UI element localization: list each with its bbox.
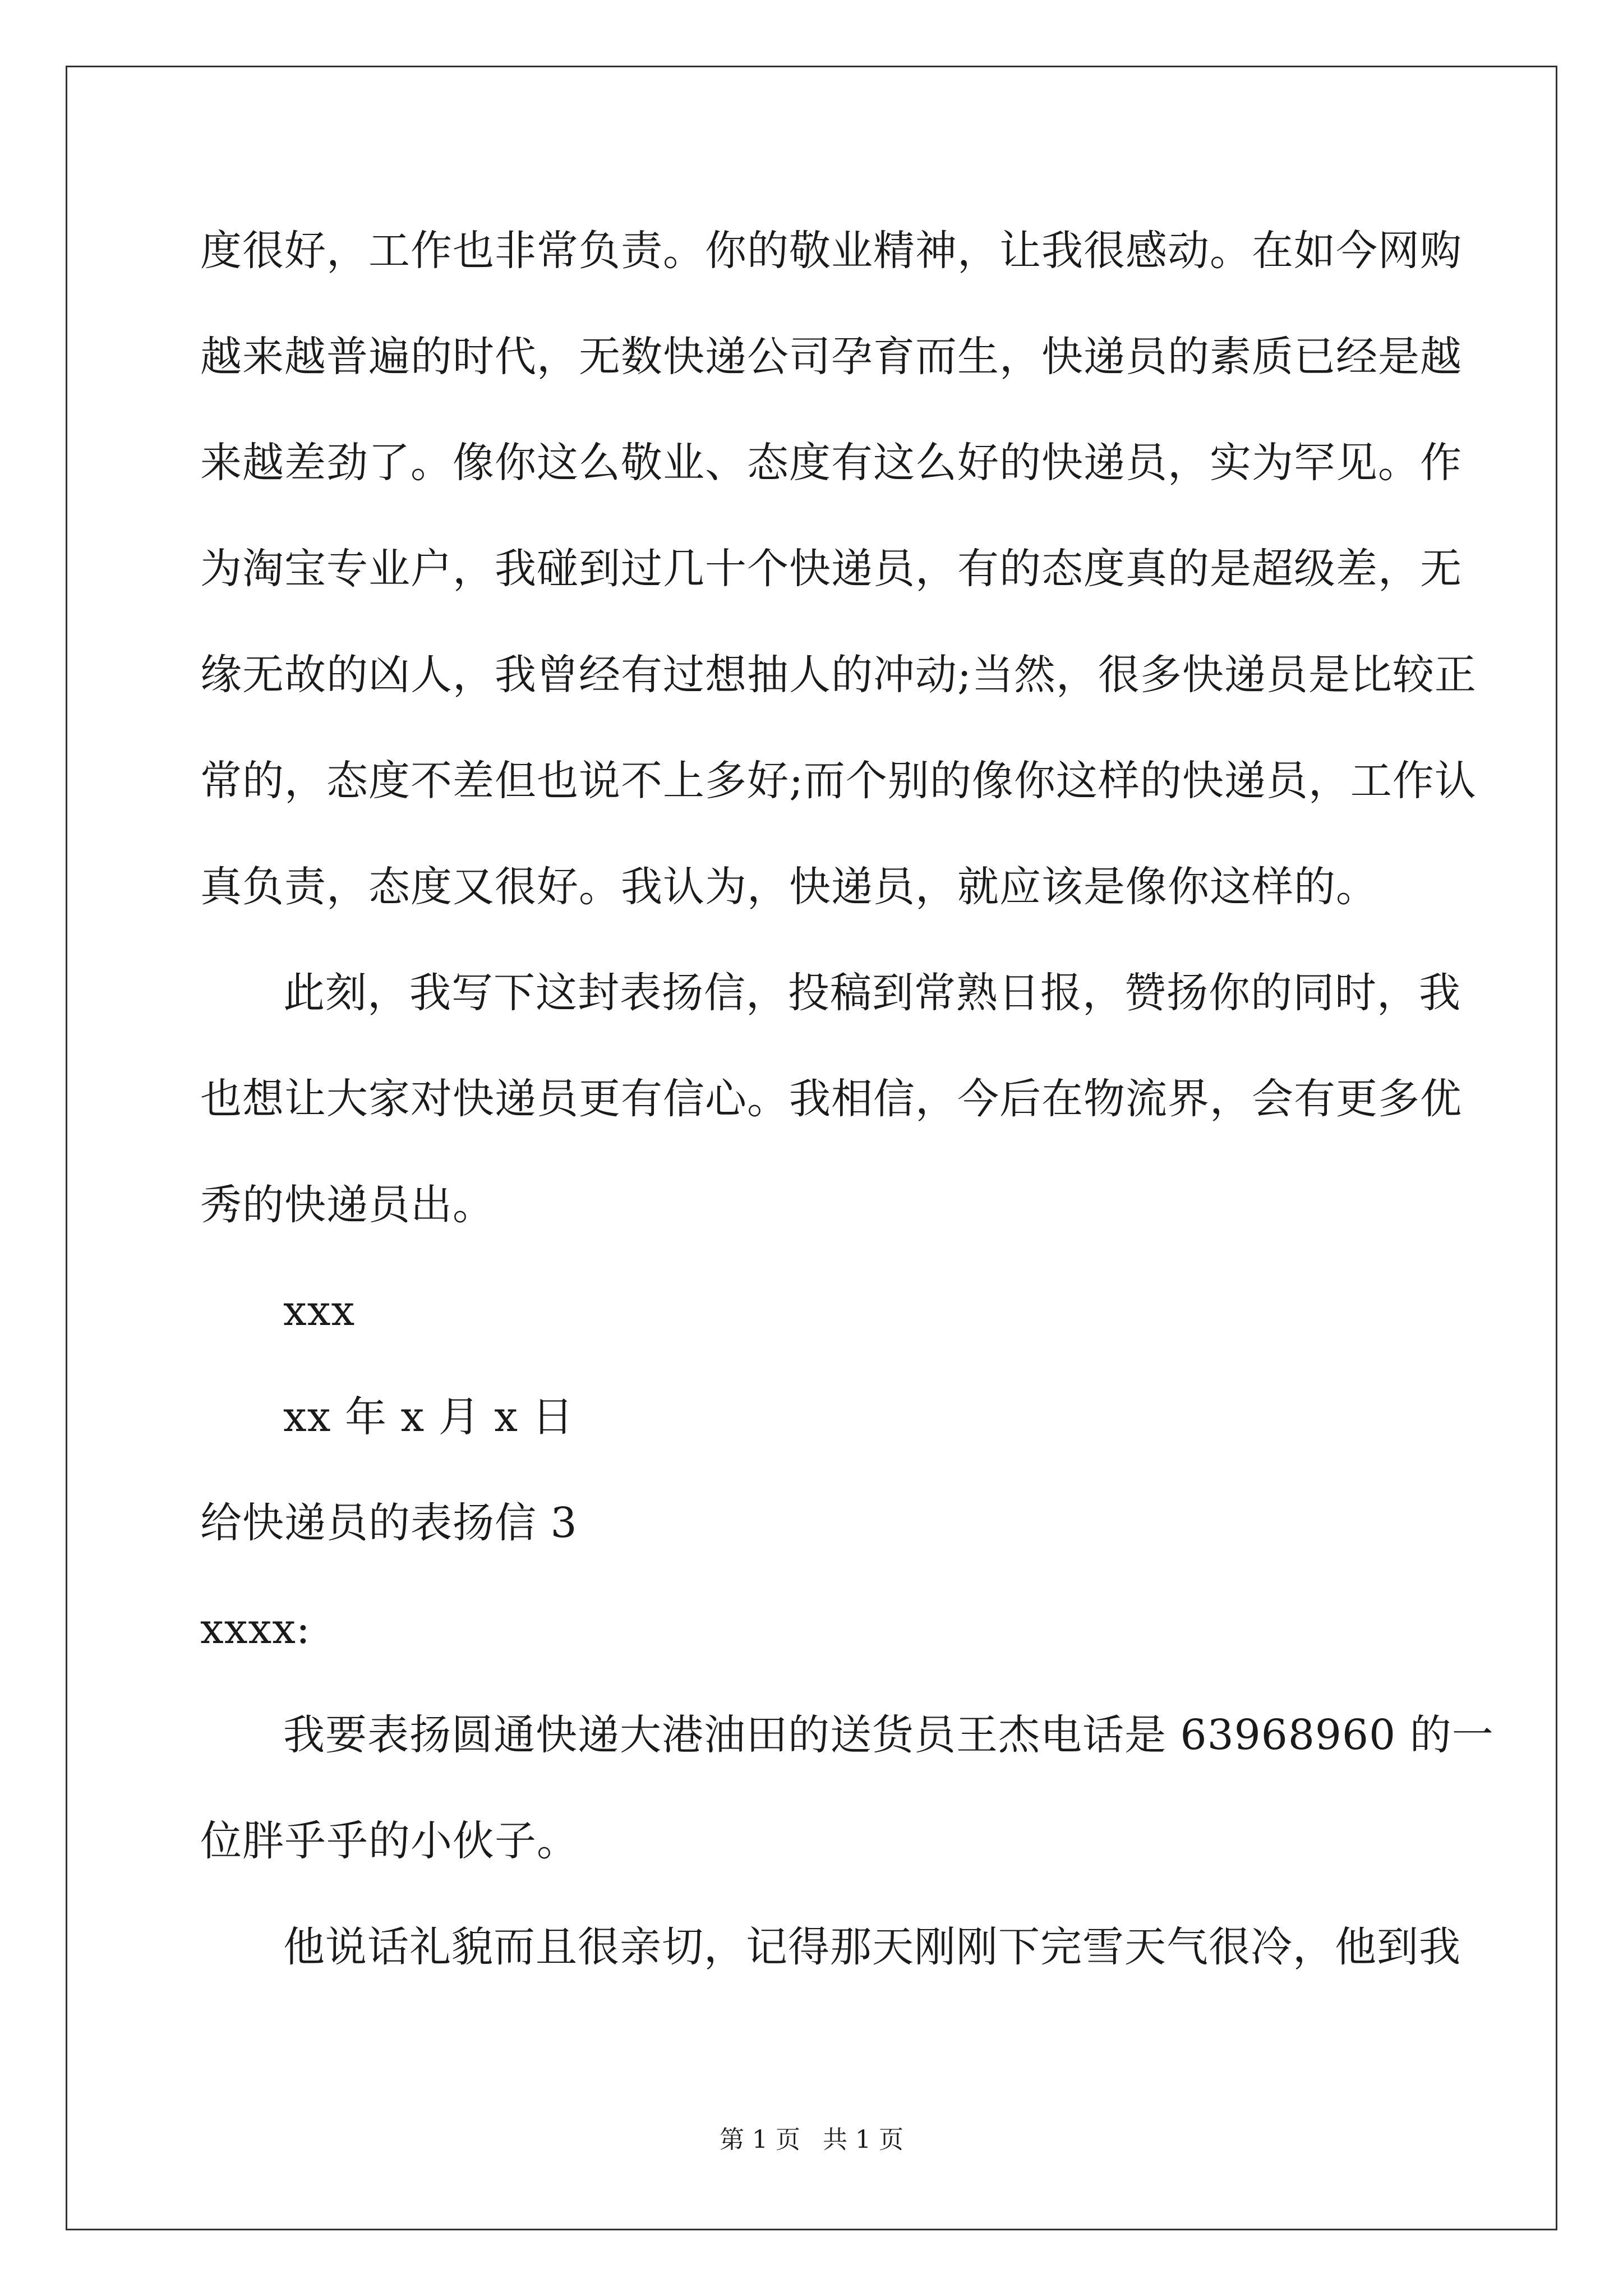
paragraph-line: 秀的快递员出。 xyxy=(200,1181,495,1229)
paragraph-line: 越来越普遍的时代，无数快递公司孕育而生，快递员的素质已经是越 xyxy=(200,333,1462,381)
paragraph-line: 缘无故的凶人，我曾经有过想抽人的冲动;当然，很多快递员是比较正 xyxy=(200,651,1477,699)
paragraph-line: 真负责，态度又很好。我认为，快递员，就应该是像你这样的。 xyxy=(200,863,1378,911)
salutation: xxxx: xyxy=(200,1605,311,1653)
paragraph-line: 常的，态度不差但也说不上多好;而个别的像你这样的快递员，工作认 xyxy=(200,757,1477,805)
paragraph-line: 度很好，工作也非常负责。你的敬业精神，让我很感动。在如今网购 xyxy=(200,227,1462,275)
paragraph-line: 我要表扬圆通快递大港油田的送货员王杰电话是 63968960 的一 xyxy=(283,1711,1494,1759)
document-body xyxy=(200,208,1494,2010)
signature-name: xxx xyxy=(283,1287,356,1335)
page-number-total: 共 1 页 xyxy=(823,2125,903,2154)
paragraph-line: 他说话礼貌而且很亲切，记得那天刚刚下完雪天气很冷，他到我 xyxy=(283,1923,1461,1971)
section-title: 给快递员的表扬信 3 xyxy=(200,1499,578,1547)
paragraph-line: 也想让大家对快递员更有信心。我相信，今后在物流界，会有更多优 xyxy=(200,1075,1462,1123)
page-number-current: 第 1 页 xyxy=(720,2125,800,2154)
paragraph-line: 为淘宝专业户，我碰到过几十个快递员，有的态度真的是超级差，无 xyxy=(200,545,1462,593)
paragraph-line: 位胖乎乎的小伙子。 xyxy=(200,1817,579,1865)
paragraph-line: 来越差劲了。像你这么敬业、态度有这么好的快递员，实为罕见。作 xyxy=(200,439,1462,487)
page-footer xyxy=(0,2123,1623,2157)
paragraph-line: 此刻，我写下这封表扬信，投稿到常熟日报，赞扬你的同时，我 xyxy=(283,969,1461,1017)
signature-date: xx 年 x 月 x 日 xyxy=(283,1393,574,1441)
